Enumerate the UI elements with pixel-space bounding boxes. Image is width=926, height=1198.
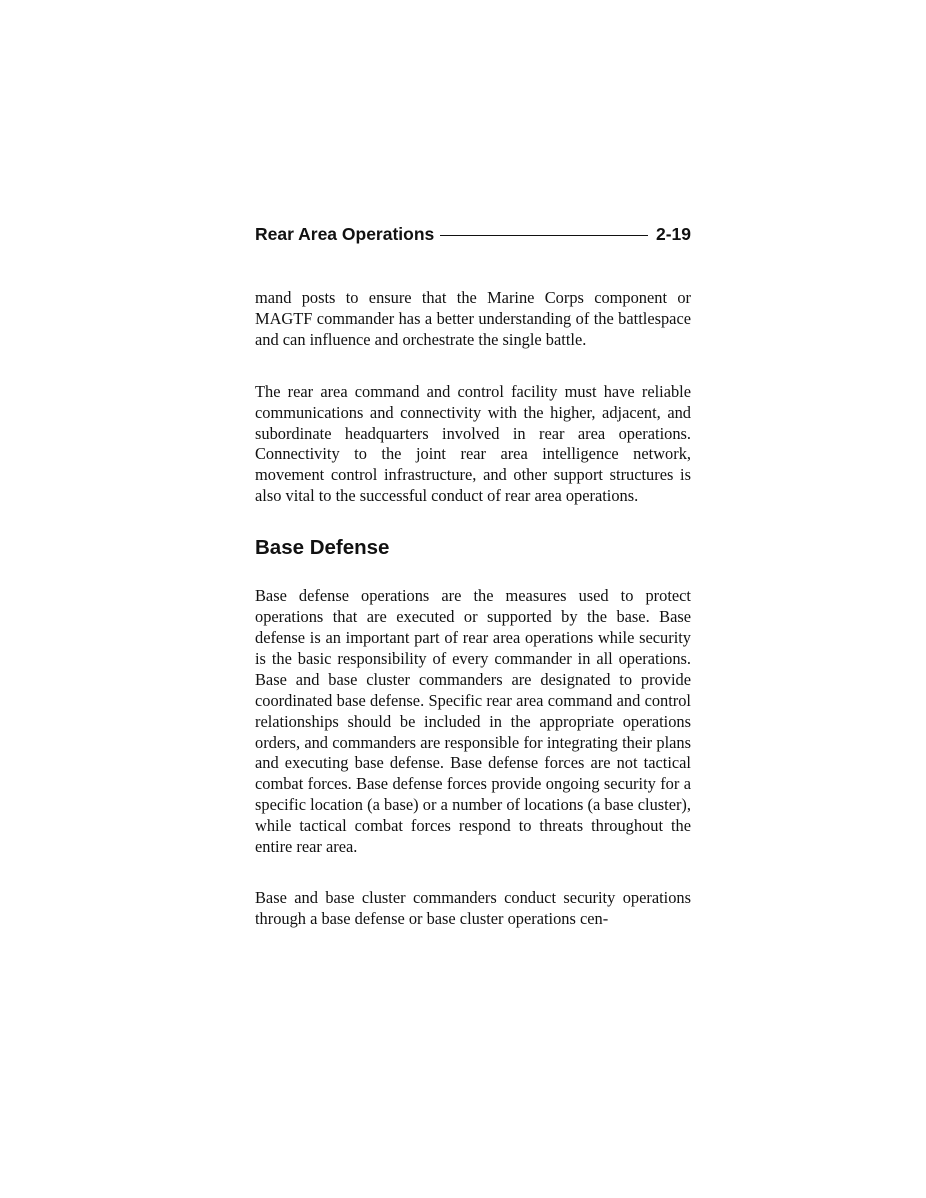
running-header-title: Rear Area Operations xyxy=(255,224,435,244)
page-number: 2-19 xyxy=(655,224,691,244)
section-heading-base-defense: Base Defense xyxy=(255,536,390,560)
header-rule xyxy=(440,235,648,236)
paragraph-command-control-facility: The rear area command and control facility must have reliable communications and connectivity with the higher, adjacent, and subordinate headquarters involved in rear area operations. Connectivity to the joint rear area intelligence network, movement control infrastructure, and other support structures is also vital to the successful conduct of rear area operations. xyxy=(255,381,691,506)
paragraph-base-defense-operations: Base defense operations are the measures used to protect operations that are executed or supported by the base. Base defense is an important part of rear area operations while security is the basic responsibility of every commander in all operations. Base and base cluster commanders are designated to provide coordinated base defense. Specific rear area command and control relationships should be included in the appropriate operations orders, and commanders are responsible for integrating their plans and executing base defense. Base defense forces are not tactical combat forces. Base defense forces provide ongoing security for a specific location (a base) or a number of locations (a base cluster), while tactical combat forces respond to threats throughout the entire rear area. xyxy=(255,586,691,857)
running-header xyxy=(255,222,691,246)
document-page xyxy=(255,222,691,930)
paragraph-command-posts: mand posts to ensure that the Marine Corps component or MAGTF commander has a better understanding of the battlespace and can influence and orchestrate the single battle. xyxy=(255,288,691,349)
paragraph-base-cluster-commanders: Base and base cluster commanders conduct security operations through a base defense or base cluster operations cen- xyxy=(255,887,691,928)
